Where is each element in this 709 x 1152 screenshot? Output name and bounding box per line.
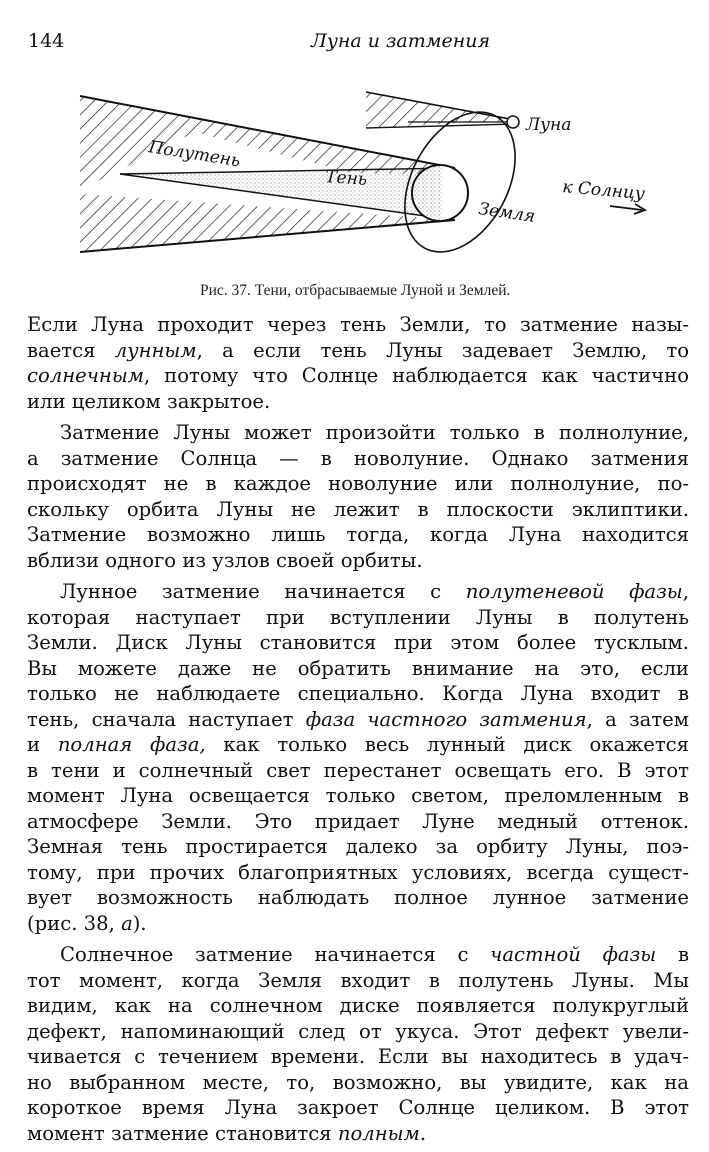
text-line bbox=[27, 758, 689, 784]
text-run: тот момент, когда Земля входит в полутень Луны. Мы bbox=[27, 968, 689, 992]
text-run: вается bbox=[27, 338, 115, 362]
text-run: ). bbox=[132, 911, 147, 935]
text-run: вует возможность наблюдать полное лунное затмение bbox=[27, 886, 689, 909]
text-run: происходят не в каждое новолуние или полнолуние, по- bbox=[27, 472, 689, 495]
text-line bbox=[27, 968, 689, 994]
text-line bbox=[27, 732, 689, 758]
label-to-sun: к Солнцу bbox=[561, 177, 646, 205]
sun-arrow bbox=[610, 206, 642, 210]
emphasis: полная фаза, bbox=[57, 733, 206, 756]
emphasis: лунным bbox=[114, 338, 197, 362]
text-line bbox=[27, 471, 689, 497]
label-moon: Луна bbox=[526, 115, 572, 135]
text-run: вблизи одного из узлов своей орбиты. bbox=[27, 548, 423, 572]
label-penumbra: Полутень bbox=[147, 137, 242, 172]
text-run: Вы можете даже не обратить внимание на это, если bbox=[27, 656, 689, 680]
text-run: тому, при прочих благоприятных условиях, всегда сущест- bbox=[27, 860, 689, 884]
text-run: в bbox=[656, 943, 689, 966]
text-line bbox=[27, 911, 689, 937]
text-line bbox=[27, 993, 689, 1019]
text-line bbox=[27, 809, 689, 835]
text-line bbox=[27, 363, 689, 389]
text-line bbox=[27, 1095, 689, 1121]
text-line bbox=[27, 885, 689, 911]
text-line bbox=[27, 312, 689, 338]
paragraph bbox=[27, 420, 689, 573]
paragraph bbox=[27, 579, 689, 936]
emphasis: солнечным bbox=[27, 364, 145, 387]
text-run: Если Луна проходит через тень Земли, то затмение назы- bbox=[27, 313, 689, 336]
text-run: Лунное затмение начинается с bbox=[60, 580, 466, 603]
text-run: . bbox=[419, 1121, 427, 1145]
label-earth: Земля bbox=[477, 199, 537, 227]
page-header bbox=[24, 30, 685, 54]
text-run: , bbox=[682, 580, 689, 603]
text-run: Затмение Луны может произойти только в полнолуние, bbox=[60, 421, 689, 444]
page-number: 144 bbox=[28, 30, 65, 52]
text-run: короткое время Луна закроет Солнце целиком. В этот bbox=[27, 1096, 689, 1119]
text-run: как только весь лунный диск окажется bbox=[205, 733, 689, 756]
text-run: которая наступает при вступлении Луны в полутень bbox=[27, 605, 689, 629]
text-run: а затмение Солнца — в новолуние. Однако затмения bbox=[27, 446, 689, 470]
emphasis: а bbox=[121, 911, 133, 935]
text-run: только не наблюдаете специально. Когда Луна входит в bbox=[27, 682, 689, 705]
text-run: и bbox=[27, 733, 58, 756]
text-run: Затмение возможно лишь тогда, когда Луна находится bbox=[27, 523, 689, 546]
running-title: Луна и затмения bbox=[311, 30, 491, 52]
text-run: момент Луна освещается только светом, преломленным в bbox=[27, 784, 689, 807]
figure-caption: Рис. 37. Тени, отбрасываемые Луной и Землей. bbox=[200, 282, 511, 299]
text-line bbox=[27, 1070, 689, 1096]
text-line bbox=[27, 656, 689, 682]
text-run: в тени и солнечный свет перестанет освещать его. В этот bbox=[27, 758, 689, 782]
emphasis: полутеневой фазы bbox=[465, 580, 683, 603]
text-line bbox=[27, 783, 689, 809]
text-line bbox=[27, 860, 689, 886]
text-line bbox=[27, 1121, 689, 1147]
text-line bbox=[27, 522, 689, 548]
text-line bbox=[27, 834, 689, 860]
text-run: атмосфере Земли. Это придает Луне медный оттенок. bbox=[27, 809, 689, 833]
emphasis: фаза частного затмения bbox=[305, 707, 587, 731]
text-line bbox=[27, 681, 689, 707]
text-run: скольку орбита Луны не лежит в плоскости эклиптики. bbox=[27, 497, 689, 521]
paragraph bbox=[27, 942, 689, 1146]
text-line bbox=[27, 1044, 689, 1070]
text-line bbox=[27, 389, 689, 415]
text-run: , а затем bbox=[586, 707, 689, 731]
text-run: , потому что Солнце наблюдается как частично bbox=[144, 364, 689, 387]
text-run: момент затмение становится bbox=[27, 1121, 338, 1145]
text-line bbox=[27, 707, 689, 733]
emphasis: частной фазы bbox=[490, 943, 657, 966]
text-line bbox=[27, 579, 689, 605]
text-line bbox=[27, 942, 689, 968]
text-line bbox=[27, 630, 689, 656]
text-line bbox=[27, 548, 689, 574]
text-run: Земли. Диск Луны становится при этом более тусклым. bbox=[27, 631, 689, 654]
text-line bbox=[27, 605, 689, 631]
text-run: чивается с течением времени. Если вы находитесь в удач- bbox=[27, 1045, 689, 1068]
text-line bbox=[27, 446, 689, 472]
text-run: дефект, напоминающий след от укуса. Этот дефект увели- bbox=[27, 1019, 689, 1043]
shadow-diagram-svg bbox=[70, 82, 670, 270]
paragraph bbox=[27, 312, 689, 414]
text-line bbox=[27, 420, 689, 446]
label-umbra: Тень bbox=[324, 167, 368, 190]
text-run: или целиком закрытое. bbox=[27, 389, 271, 413]
text-run: Земная тень простирается далеко за орбиту Луны, поэ- bbox=[27, 835, 689, 858]
text-line bbox=[27, 338, 689, 364]
body-text bbox=[27, 312, 689, 1152]
shadow-diagram bbox=[70, 82, 670, 270]
text-line bbox=[27, 497, 689, 523]
moon-disc bbox=[507, 116, 519, 128]
emphasis: полным bbox=[337, 1121, 420, 1145]
text-run: (рис. 38, bbox=[27, 911, 122, 935]
text-run: , а если тень Луны задевает Землю, то bbox=[196, 338, 689, 362]
text-run: тень, сначала наступает bbox=[27, 707, 306, 731]
text-line bbox=[27, 1019, 689, 1045]
text-run: видим, как на солнечном диске появляется полукруглый bbox=[27, 994, 689, 1017]
text-run: но выбранном месте, то, возможно, вы увидите, как на bbox=[27, 1070, 689, 1094]
text-run: Солнечное затмение начинается с bbox=[60, 943, 491, 966]
